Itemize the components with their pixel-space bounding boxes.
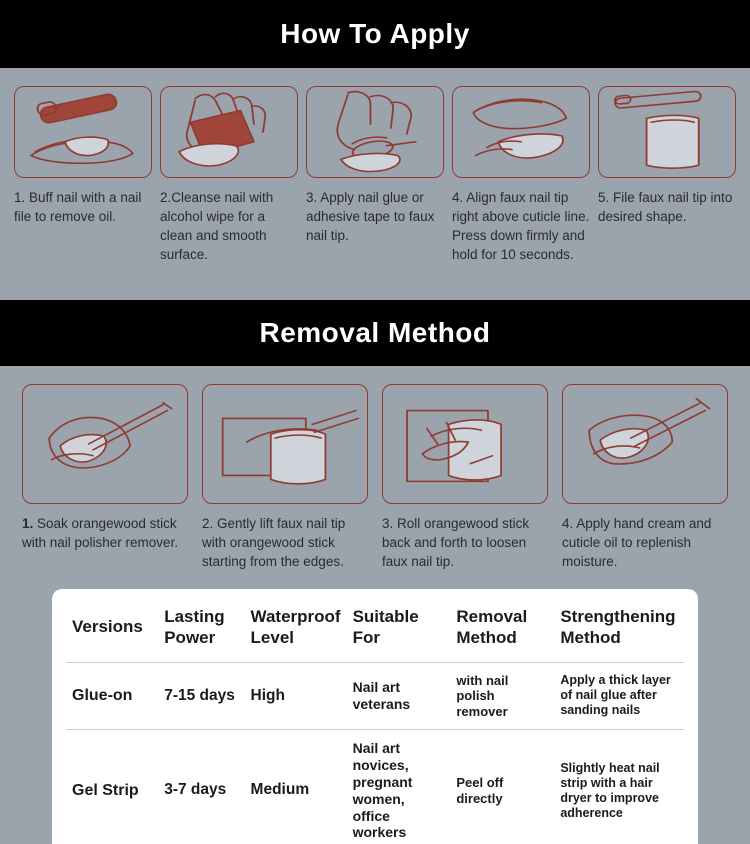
soak-stick-icon [22, 384, 188, 504]
row1-removal-method: with nail polish remover [456, 672, 509, 719]
removal-step-1 [22, 384, 188, 571]
apply-step-3-text: 3. Apply nail glue or adhesive tape to faux nail tip. [306, 190, 435, 244]
alcohol-wipe-icon [160, 86, 298, 178]
header-versions: Versions [66, 595, 158, 662]
how-to-apply-section [0, 68, 750, 300]
comparison-table-head [66, 595, 684, 662]
header-suitable-for: Suitable For [347, 595, 451, 662]
hand-cream-icon [562, 384, 728, 504]
apply-step-4-text: 4. Align faux nail tip right above cuticle line. Press down firmly and hold for 10 seconds. [452, 190, 590, 263]
apply-step-2-text: 2.Cleanse nail with alcohol wipe for a clean and smooth surface. [160, 190, 274, 263]
removal-step-2 [202, 384, 368, 571]
header-waterproof-level: Waterproof Level [245, 595, 347, 662]
removal-method-banner [0, 300, 750, 366]
row2-strengthening-method: Slightly heat nail strip with a hair dryer to improve adherence [554, 730, 684, 844]
comparison-table [66, 595, 684, 844]
comparison-table-body [66, 662, 684, 844]
lift-nail-tip-icon [202, 384, 368, 504]
removal-step-2-text: 2. Gently lift faux nail tip with orangewood stick starting from the edges. [202, 516, 346, 570]
table-row [66, 662, 684, 730]
removal-method-title: Removal Method [259, 317, 491, 348]
apply-step-4 [452, 86, 590, 265]
apply-step-1 [14, 86, 152, 265]
apply-step-1-text: 1. Buff nail with a nail file to remove oil. [14, 190, 142, 225]
roll-stick-icon [382, 384, 548, 504]
apply-step-2 [160, 86, 298, 265]
row2-removal-method: Peel off directly [450, 730, 554, 844]
row1-suitable-for: Nail art veterans [352, 679, 411, 712]
removal-method-section [0, 366, 750, 571]
removal-step-4-text: 4. Apply hand cream and cuticle oil to replenish moisture. [562, 516, 712, 570]
nail-glue-icon [306, 86, 444, 178]
removal-step-3-text: 3. Roll orangewood stick back and forth to loosen faux nail tip. [382, 516, 530, 570]
removal-step-1-number: 1. [22, 516, 34, 531]
row2-waterproof-level: Medium [245, 730, 347, 844]
table-header-row [66, 595, 684, 662]
removal-step-1-text [22, 514, 188, 552]
row1-version: Glue-on [72, 687, 133, 705]
header-strengthening-method: Strengthening Method [554, 595, 684, 662]
removal-step-3 [382, 384, 548, 571]
file-shape-icon [598, 86, 736, 178]
row1-lasting-power: 7-15 days [164, 686, 235, 704]
row2-version: Gel Strip [66, 730, 158, 844]
removal-step-4 [562, 384, 728, 571]
how-to-apply-banner [0, 0, 750, 68]
header-removal-method: Removal Method [450, 595, 554, 662]
row1-waterproof-level: High [250, 686, 285, 704]
nail-file-icon [14, 86, 152, 178]
header-lasting-power: Lasting Power [158, 595, 244, 662]
how-to-apply-title: How To Apply [280, 18, 470, 49]
apply-steps-list [0, 68, 750, 265]
apply-step-3 [306, 86, 444, 265]
apply-step-5 [598, 86, 736, 265]
removal-steps-list [0, 366, 750, 571]
table-row [66, 730, 684, 844]
row2-suitable-for: Nail art novices, pregnant women, office workers [347, 730, 451, 844]
comparison-table-container [52, 589, 698, 844]
align-nail-tip-icon [452, 86, 590, 178]
removal-step-1-body: Soak orangewood stick with nail polisher remover. [22, 516, 179, 551]
row2-lasting-power: 3-7 days [158, 730, 244, 844]
row1-strengthening-method: Apply a thick layer of nail glue after sanding nails [560, 673, 671, 718]
apply-step-5-text: 5. File faux nail tip into desired shape. [598, 190, 733, 225]
